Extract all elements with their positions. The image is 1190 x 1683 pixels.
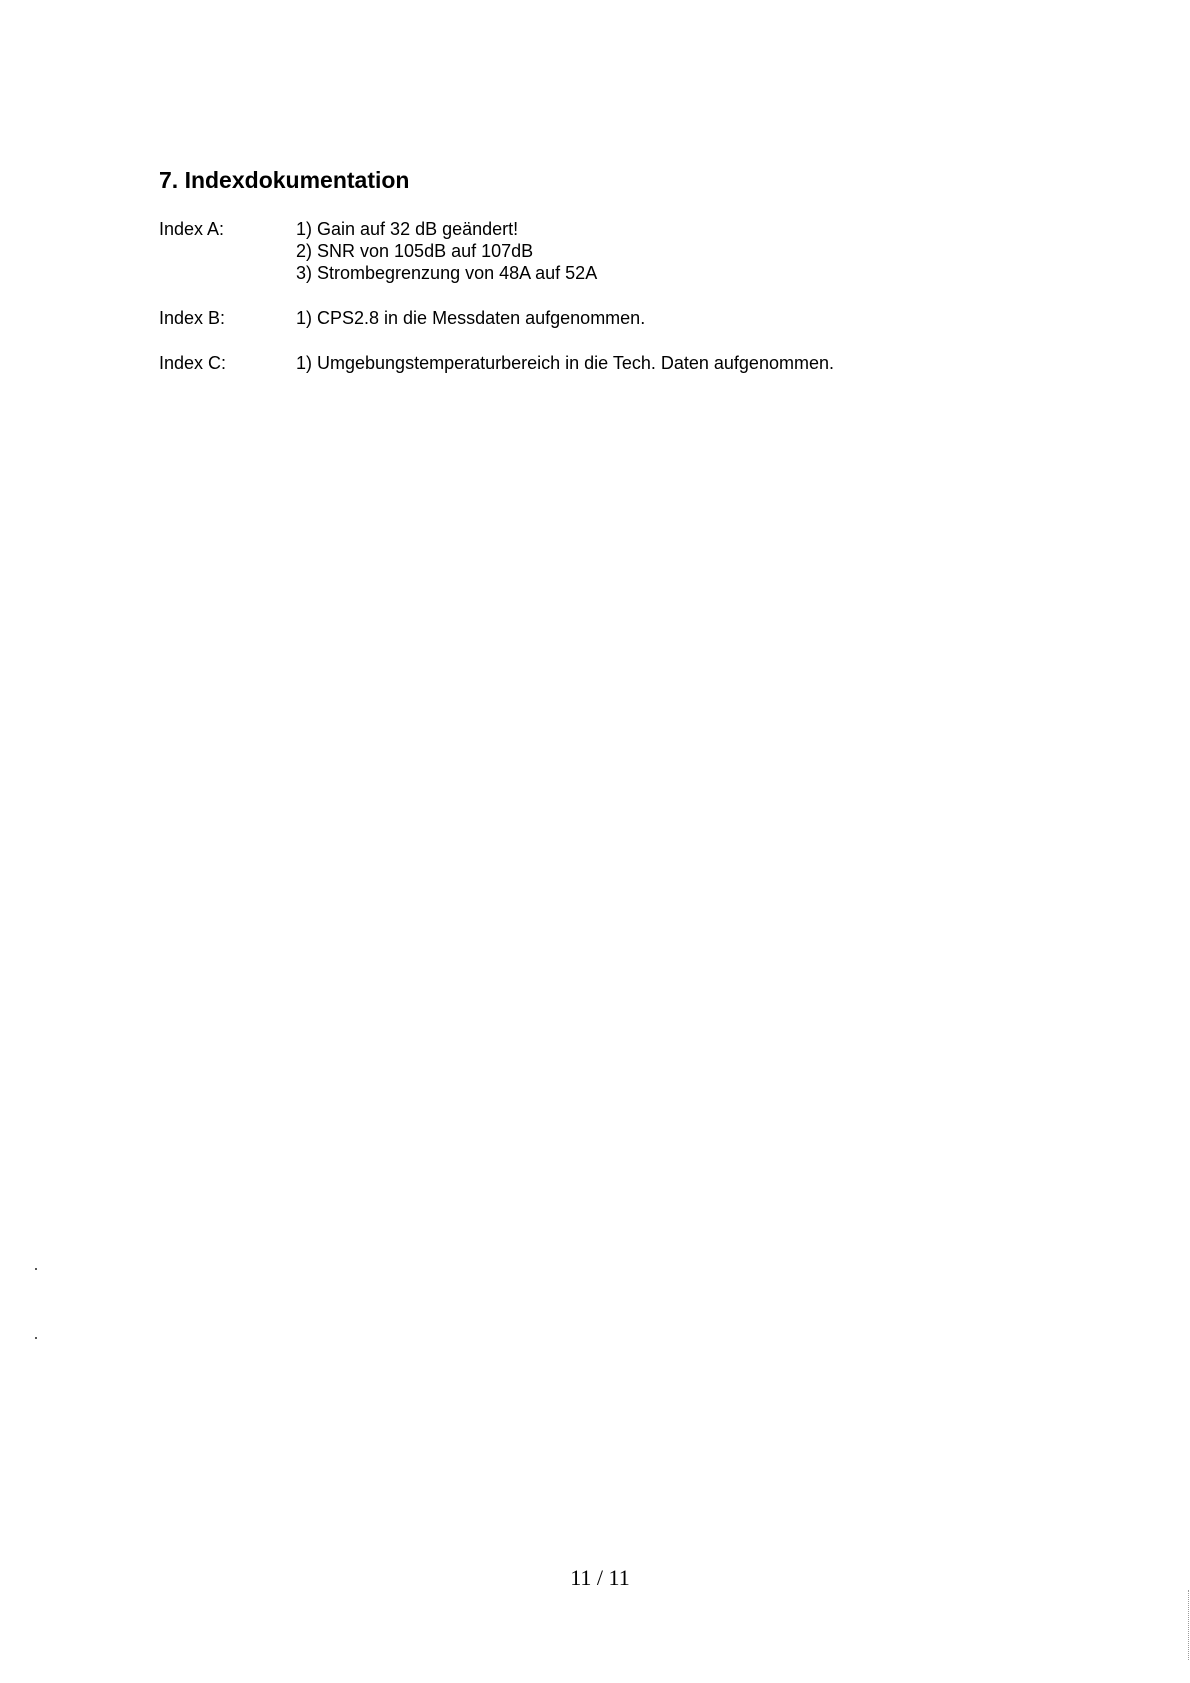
index-change-list [296,307,645,329]
index-change-item: 1) CPS2.8 in die Messdaten aufgenommen. [296,308,646,328]
index-label: Index B: [159,308,226,328]
scan-dot [35,1337,37,1339]
index-change-item: 3) Strombegrenzung von 48A auf 52A [296,263,598,283]
index-change-item: 2) SNR von 105dB auf 107dB [296,241,534,261]
index-change-item: 1) Umgebungstemperaturbereich in die Tech. Daten aufgenommen. [296,353,834,373]
index-change-item: 1) Gain auf 32 dB geändert! [296,219,519,239]
index-entry-c [159,352,1059,374]
index-entry-a [159,218,1059,284]
scan-edge-mark [1187,1590,1189,1660]
section-heading: 7. Indexdokumentation [159,167,410,193]
index-label: Index A: [159,219,225,239]
index-entry-b [159,307,1059,329]
page-number: 11 / 11 [570,1565,630,1590]
index-change-list [296,218,597,284]
index-label: Index C: [159,353,227,373]
index-change-list [296,352,834,374]
scan-dot [35,1268,37,1270]
